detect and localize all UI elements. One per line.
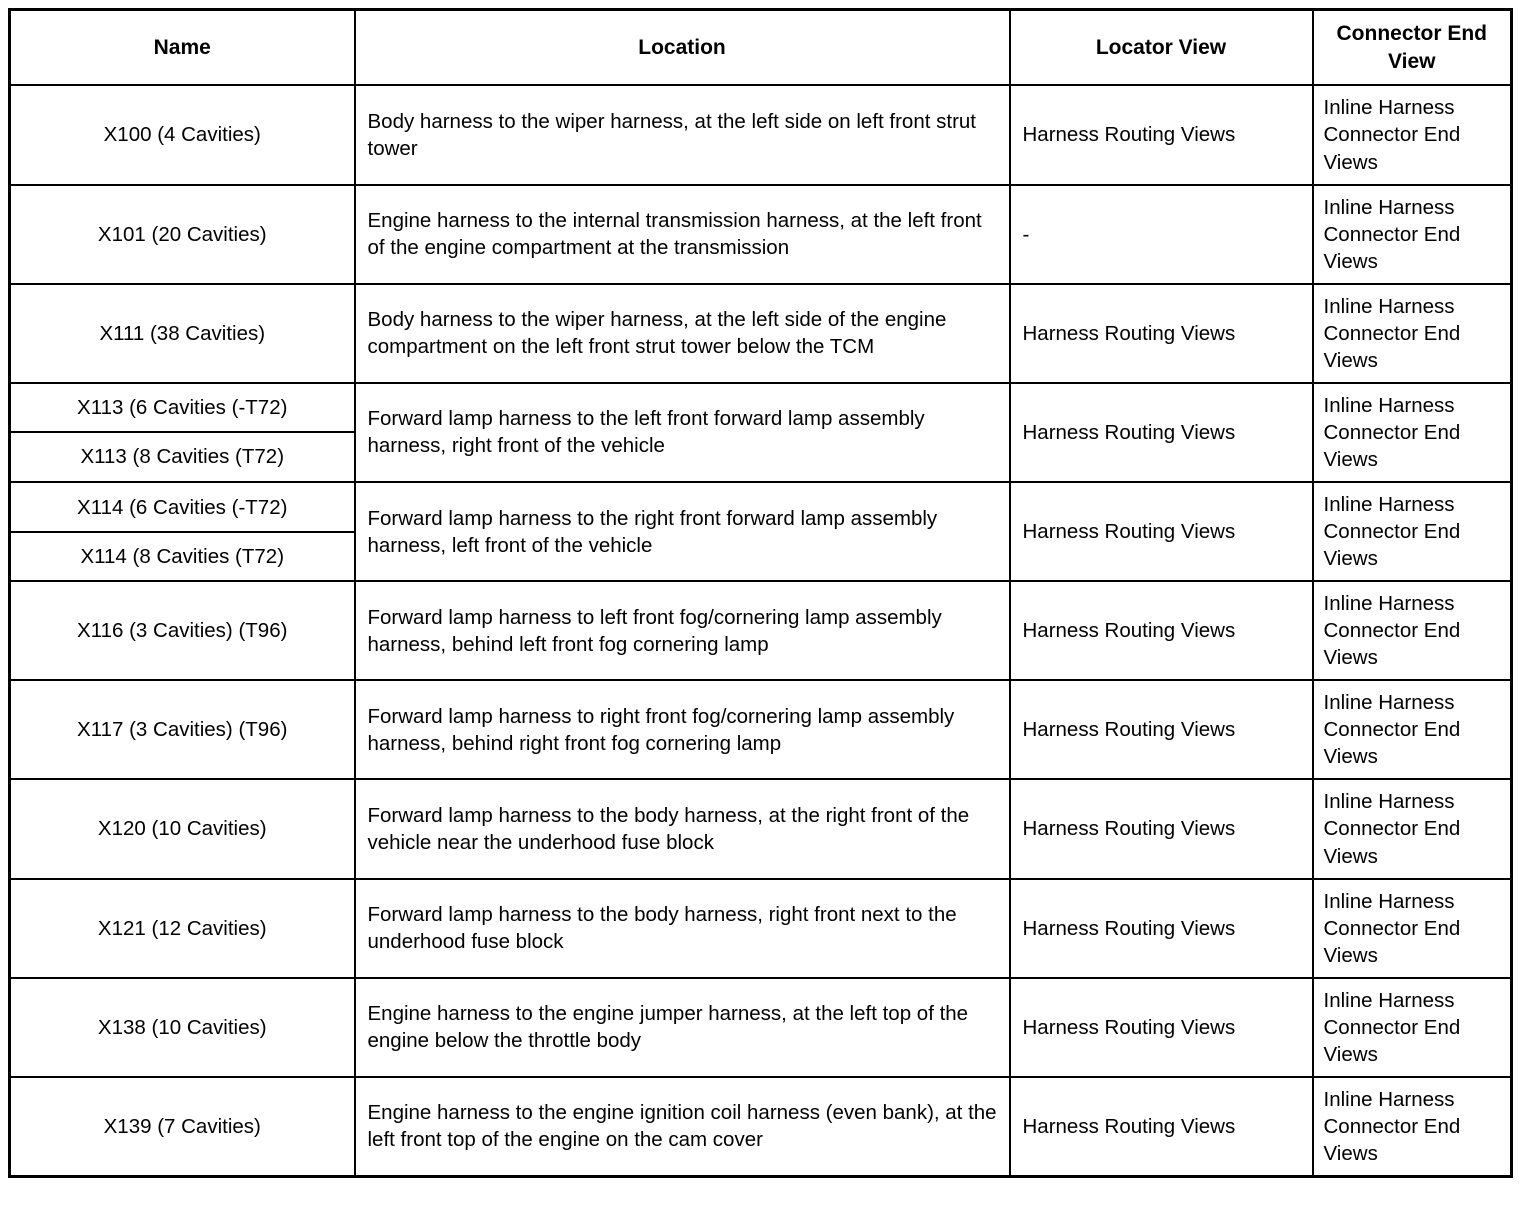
cell-locator-view[interactable]: Harness Routing Views: [1010, 779, 1313, 878]
cell-connector-end-view[interactable]: Inline Harness Connector End Views: [1313, 978, 1512, 1077]
cell-location: Forward lamp harness to the left front forward lamp assembly harness, right front of the vehicle: [355, 383, 1010, 482]
cell-name: X139 (7 Cavities): [10, 1077, 355, 1177]
cell-locator-view[interactable]: Harness Routing Views: [1010, 85, 1313, 184]
table-row: [10, 482, 1512, 581]
cell-name: X100 (4 Cavities): [10, 85, 355, 184]
cell-locator-view[interactable]: Harness Routing Views: [1010, 680, 1313, 779]
table-row: [10, 284, 1512, 383]
cell-locator-view[interactable]: Harness Routing Views: [1010, 978, 1313, 1077]
cell-name: X113 (6 Cavities (-T72): [77, 396, 288, 420]
cell-location: Body harness to the wiper harness, at the left side on left front strut tower: [355, 85, 1010, 184]
table-header-row: [10, 10, 1512, 86]
cell-location: Engine harness to the internal transmission harness, at the left front of the engine compartment at the transmission: [355, 185, 1010, 284]
cell-location: Engine harness to the engine ignition coil harness (even bank), at the left front top of the engine on the cam cover: [355, 1077, 1010, 1177]
table-body: [10, 85, 1512, 1176]
connector-list-table: [8, 8, 1513, 1178]
cell-connector-end-view[interactable]: Inline Harness Connector End Views: [1313, 85, 1512, 184]
table-row: [10, 383, 1512, 482]
table-row: [10, 185, 1512, 284]
cell-connector-end-view[interactable]: Inline Harness Connector End Views: [1313, 185, 1512, 284]
cell-connector-end-view[interactable]: Inline Harness Connector End Views: [1313, 779, 1512, 878]
table-row: [10, 978, 1512, 1077]
cell-name: X120 (10 Cavities): [10, 779, 355, 878]
table-row: [10, 1077, 1512, 1177]
cell-locator-view[interactable]: Harness Routing Views: [1010, 482, 1313, 581]
table-row: [10, 680, 1512, 779]
cell-connector-end-view[interactable]: Inline Harness Connector End Views: [1313, 284, 1512, 383]
cell-connector-end-view[interactable]: Inline Harness Connector End Views: [1313, 383, 1512, 482]
cell-connector-end-view[interactable]: Inline Harness Connector End Views: [1313, 482, 1512, 581]
cell-locator-view[interactable]: Harness Routing Views: [1010, 879, 1313, 978]
table-row: [10, 85, 1512, 184]
cell-location: Forward lamp harness to the right front forward lamp assembly harness, left front of the vehicle: [355, 482, 1010, 581]
cell-location: Engine harness to the engine jumper harness, at the left top of the engine below the throttle body: [355, 978, 1010, 1077]
column-header-connector-end-view: Connector End View: [1313, 10, 1512, 86]
table-header: [10, 10, 1512, 86]
cell-name: X114 (8 Cavities (T72): [11, 531, 354, 580]
cell-name: X101 (20 Cavities): [10, 185, 355, 284]
cell-location: Forward lamp harness to left front fog/cornering lamp assembly harness, behind left front fog cornering lamp: [355, 581, 1010, 680]
table-row: [10, 879, 1512, 978]
cell-name-group: [10, 482, 355, 581]
cell-locator-view[interactable]: Harness Routing Views: [1010, 383, 1313, 482]
cell-name: X116 (3 Cavities) (T96): [10, 581, 355, 680]
cell-locator-view: -: [1010, 185, 1313, 284]
cell-location: Forward lamp harness to right front fog/cornering lamp assembly harness, behind right front fog cornering lamp: [355, 680, 1010, 779]
cell-name: X117 (3 Cavities) (T96): [10, 680, 355, 779]
cell-name-group: [10, 383, 355, 482]
cell-connector-end-view[interactable]: Inline Harness Connector End Views: [1313, 680, 1512, 779]
column-header-locator-view: Locator View: [1010, 10, 1313, 86]
column-header-name: Name: [10, 10, 355, 86]
cell-locator-view[interactable]: Harness Routing Views: [1010, 581, 1313, 680]
cell-locator-view[interactable]: Harness Routing Views: [1010, 1077, 1313, 1177]
cell-name: X114 (6 Cavities (-T72): [77, 495, 288, 519]
cell-connector-end-view[interactable]: Inline Harness Connector End Views: [1313, 1077, 1512, 1177]
cell-name: X113 (8 Cavities (T72): [11, 431, 354, 480]
table-row: [10, 779, 1512, 878]
cell-location: Body harness to the wiper harness, at the left side of the engine compartment on the left front strut tower below the TCM: [355, 284, 1010, 383]
cell-name: X121 (12 Cavities): [10, 879, 355, 978]
cell-name: X138 (10 Cavities): [10, 978, 355, 1077]
cell-connector-end-view[interactable]: Inline Harness Connector End Views: [1313, 581, 1512, 680]
column-header-location: Location: [355, 10, 1010, 86]
cell-name: X111 (38 Cavities): [10, 284, 355, 383]
cell-location: Forward lamp harness to the body harness, at the right front of the vehicle near the underhood fuse block: [355, 779, 1010, 878]
cell-locator-view[interactable]: Harness Routing Views: [1010, 284, 1313, 383]
table-row: [10, 581, 1512, 680]
cell-location: Forward lamp harness to the body harness, right front next to the underhood fuse block: [355, 879, 1010, 978]
cell-connector-end-view[interactable]: Inline Harness Connector End Views: [1313, 879, 1512, 978]
